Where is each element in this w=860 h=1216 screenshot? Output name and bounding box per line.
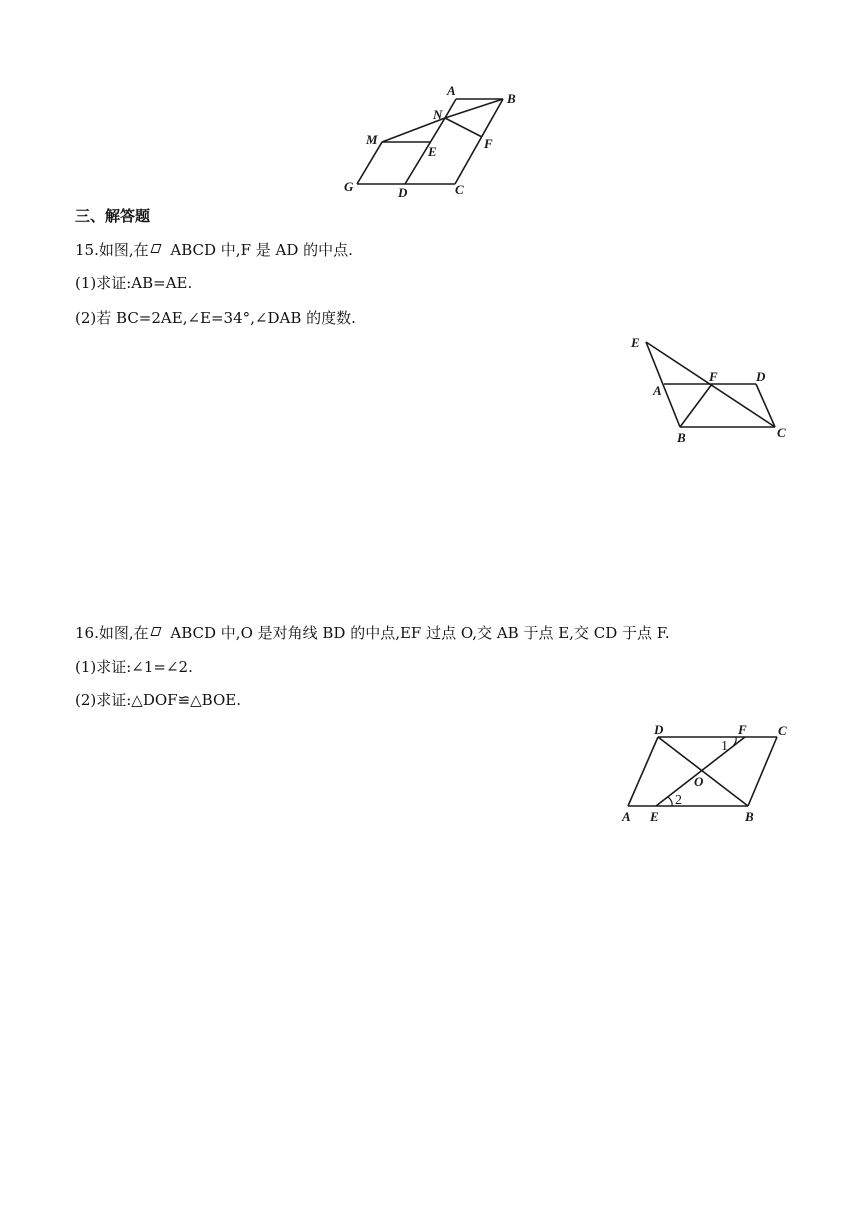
q16-part1: (1)求证:∠1=∠2.	[75, 658, 193, 676]
label-D: D	[756, 369, 766, 384]
label-F: F	[738, 722, 747, 737]
seg-DN	[405, 118, 445, 184]
q15-part2: (2)若 BC=2AE,∠E=34°,∠DAB 的度数.	[75, 309, 356, 327]
label-D: D	[398, 185, 408, 200]
q16-stem	[75, 623, 670, 643]
label-B: B	[677, 430, 686, 445]
seg-BC	[748, 737, 777, 806]
label-angle-2: 2	[675, 793, 682, 808]
figure-top	[330, 80, 540, 205]
q15-stem-prefix: 15.如图,在	[75, 241, 149, 259]
label-angle-1: 1	[721, 739, 728, 754]
q15-stem-rest: ABCD 中,F 是 AD 的中点.	[165, 241, 353, 259]
label-F: F	[484, 136, 493, 151]
label-E: E	[631, 335, 640, 350]
label-A: A	[653, 383, 662, 398]
label-C: C	[778, 723, 787, 738]
q15-part1: (1)求证:AB=AE.	[75, 274, 193, 292]
label-B: B	[507, 91, 516, 106]
seg-EF	[656, 737, 745, 806]
label-E: E	[650, 809, 659, 824]
label-F: F	[709, 369, 718, 384]
seg-DB	[658, 737, 748, 806]
label-A: A	[622, 809, 631, 824]
figure-q15	[625, 330, 795, 450]
parallelogram-icon	[151, 627, 160, 636]
q16-stem-rest: ABCD 中,O 是对角线 BD 的中点,EF 过点 O,交 AB 于点 E,交 CD 于点 F.	[165, 624, 670, 642]
label-B: B	[745, 809, 754, 824]
label-O: O	[694, 774, 704, 789]
seg-BF	[680, 384, 712, 427]
seg-AD	[628, 737, 658, 806]
label-E: E	[428, 144, 437, 159]
parallelogram-icon	[151, 244, 160, 253]
q15-stem	[75, 240, 353, 260]
label-G: G	[344, 179, 354, 194]
label-D: D	[654, 722, 664, 737]
section-title: 三、解答题	[75, 207, 151, 225]
figure-q16	[615, 720, 795, 830]
label-N: N	[433, 107, 443, 122]
q16-part2: (2)求证:△DOF≌△BOE.	[75, 691, 241, 709]
angle-2-arc	[668, 797, 672, 806]
label-A: A	[447, 83, 456, 98]
label-M: M	[366, 132, 378, 147]
seg-GM	[357, 142, 382, 184]
q16-stem-prefix: 16.如图,在	[75, 624, 149, 642]
label-C: C	[455, 182, 464, 197]
seg-NF	[445, 118, 482, 137]
label-C: C	[777, 425, 786, 440]
